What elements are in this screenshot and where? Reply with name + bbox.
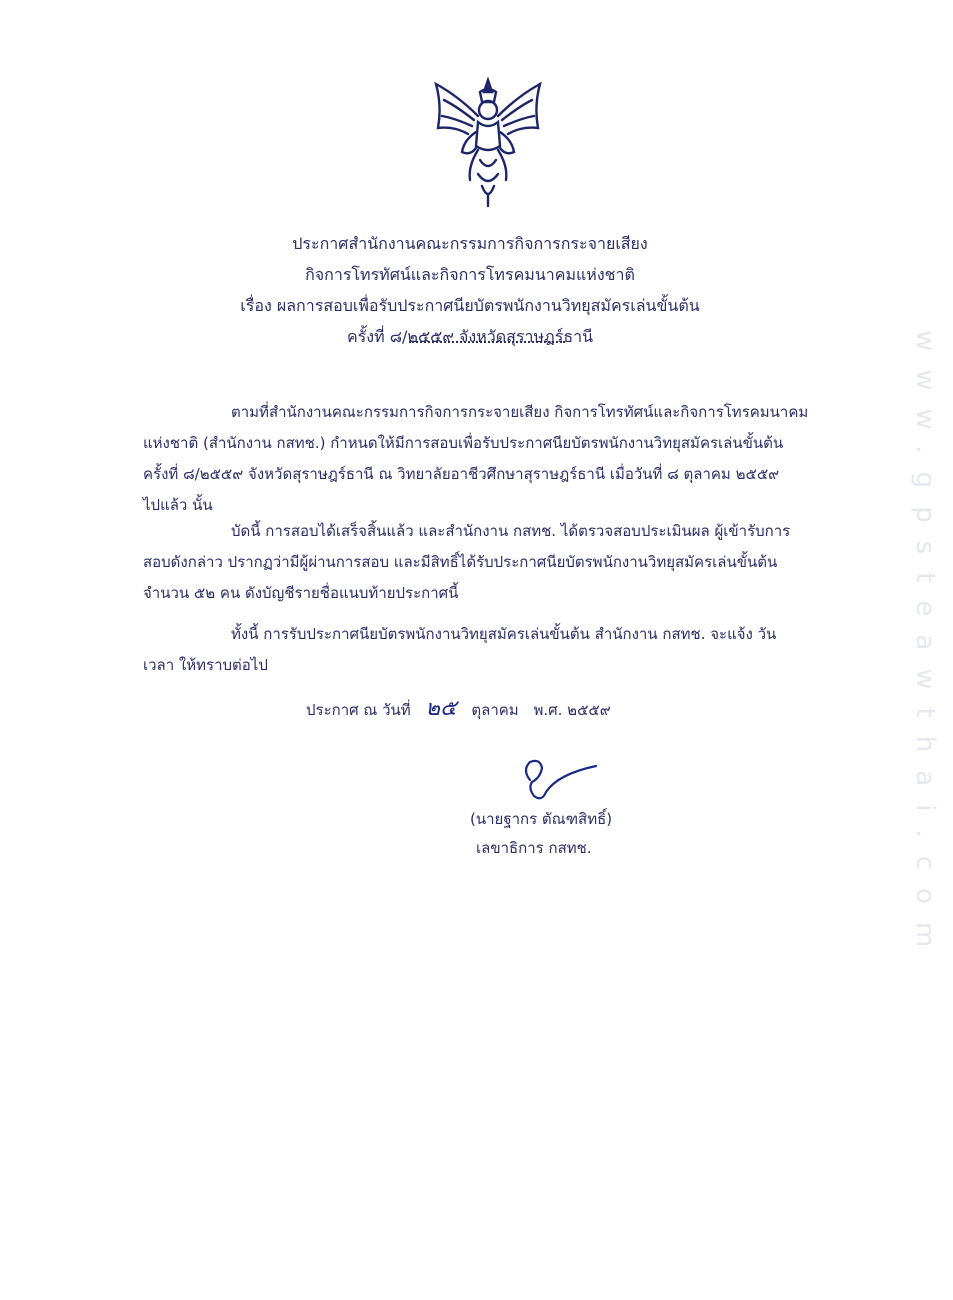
paragraph-line: ไปแล้ว นั้น — [143, 496, 213, 514]
date-prefix: ประกาศ ณ วันที่ — [306, 701, 411, 719]
paragraph-line: ตามที่สำนักงานคณะกรรมการกิจการกระจายเสียง กิจการโทรทัศน์และกิจการโทรคมนาคม — [231, 403, 809, 421]
date-day-handwritten: ๒๕ — [425, 696, 457, 721]
paragraph-2 — [143, 516, 831, 609]
date-month: ตุลาคม — [471, 701, 519, 719]
paragraph-line: จำนวน ๕๒ คน ดังบัญชีรายชื่อแนบท้ายประกาศนี้ — [143, 584, 459, 602]
paragraph-line: ครั้งที่ ๘/๒๕๕๙ จังหวัดสุราษฎร์ธานี ณ วิทยาลัยอาชีวศึกษาสุราษฎร์ธานี เมื่อวันที่ ๘ ตุลาคม ๒๕๕๙ — [143, 465, 780, 483]
paragraph-line: เวลา ให้ทราบต่อไป — [143, 656, 268, 674]
announcement-date — [306, 690, 621, 725]
heading-line-1: ประกาศสำนักงานคณะกรรมการกิจการกระจายเสียง — [292, 234, 648, 253]
garuda-emblem — [428, 76, 548, 208]
signatory-title: เลขาธิการ กสทช. — [476, 839, 592, 857]
website-watermark: www.gpsteawthai.com — [910, 330, 940, 966]
paragraph-3 — [143, 619, 831, 681]
signatory-name: (นายฐากร ตัณฑสิทธิ์) — [470, 810, 613, 828]
heading-line-4: ครั้งที่ ๘/๒๕๕๙ จังหวัดสุราษฎร์ธานี — [346, 327, 594, 346]
paragraph-line: ทั้งนี้ การรับประกาศนียบัตรพนักงานวิทยุสมัครเล่นขั้นต้น สำนักงาน กสทช. จะแจ้ง วัน — [231, 625, 777, 643]
heading-line-2: กิจการโทรทัศน์และกิจการโทรคมนาคมแห่งชาติ — [305, 265, 635, 284]
announcement-heading — [140, 228, 800, 352]
paragraph-line: บัดนี้ การสอบได้เสร็จสิ้นแล้ว และสำนักงาน กสทช. ได้ตรวจสอบประเมินผล ผู้เข้ารับการ — [231, 522, 791, 540]
handwritten-signature — [500, 752, 610, 812]
heading-line-3: เรื่อง ผลการสอบเพื่อรับประกาศนียบัตรพนักงานวิทยุสมัครเล่นขั้นต้น — [240, 296, 700, 315]
paragraph-line: แห่งชาติ (สำนักงาน กสทช.) กำหนดให้มีการสอบเพื่อรับประกาศนียบัตรพนักงานวิทยุสมัครเล่นขั้นต้น — [143, 434, 784, 452]
date-year: พ.ศ. ๒๕๕๙ — [533, 701, 611, 719]
paragraph-1 — [143, 397, 831, 521]
paragraph-line: สอบดังกล่าว ปรากฏว่ามีผู้ผ่านการสอบ และมีสิทธิ์ได้รับประกาศนียบัตรพนักงานวิทยุสมัครเล่นขั้นต้น — [143, 553, 778, 571]
dotted-divider — [409, 341, 565, 343]
